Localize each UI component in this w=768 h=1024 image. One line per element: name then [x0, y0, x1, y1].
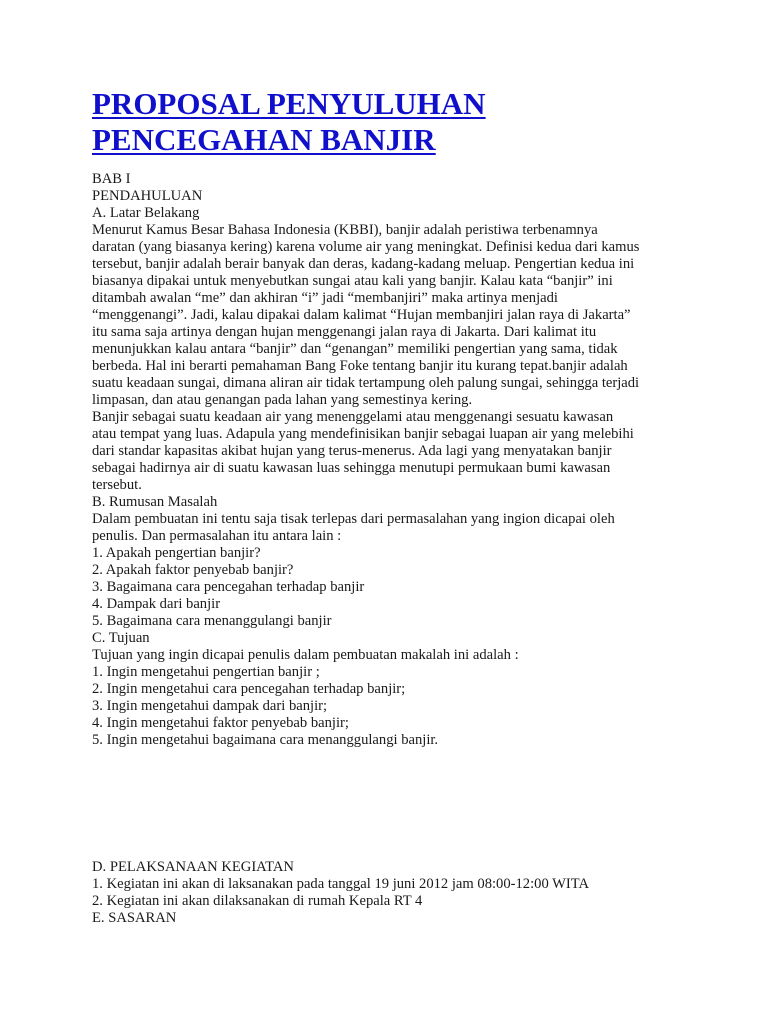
- text-line: biasanya dipakai untuk menyebutkan sungai atau kali yang banjir. Kalau kata “banjir” ini: [92, 273, 613, 289]
- document-body: [92, 171, 692, 927]
- text-line: sebagai hadirnya air di suatu kawasan luas sehingga menutupi permukaan bumi kawasan: [92, 460, 611, 476]
- text-line: daratan (yang biasanya kering) karena volume air yang meningkat. Definisi kedua dari kamus: [92, 239, 640, 255]
- text-line: tersebut.: [92, 477, 142, 493]
- text-line: 2. Apakah faktor penyebab banjir?: [92, 562, 294, 578]
- text-line: Menurut Kamus Besar Bahasa Indonesia (KBBI), banjir adalah peristiwa terbenamnya: [92, 222, 598, 238]
- text-line: 1. Apakah pengertian banjir?: [92, 545, 261, 561]
- text-line: A. Latar Belakang: [92, 205, 200, 221]
- text-line: dari standar kapasitas akibat hujan yang terus-menerus. Ada lagi yang menyatakan banjir: [92, 443, 612, 459]
- text-line: 3. Bagaimana cara pencegahan terhadap banjir: [92, 579, 365, 595]
- text-line: suatu keadaan sungai, dimana aliran air tidak tertampung oleh palung sungai, sehingga terjadi: [92, 375, 640, 391]
- text-line: C. Tujuan: [92, 630, 150, 646]
- text-line: limpasan, dan atau genangan pada lahan yang semestinya kering.: [92, 392, 473, 408]
- text-line: B. Rumusan Masalah: [92, 494, 218, 510]
- text-line: 4. Ingin mengetahui faktor penyebab banjir;: [92, 715, 349, 731]
- text-line: 1. Kegiatan ini akan di laksanakan pada tanggal 19 juni 2012 jam 08:00-12:00 WITA: [92, 876, 590, 892]
- text-line: menunjukkan kalau antara “banjir” dan “genangan” memiliki pengertian yang sama, tidak: [92, 341, 618, 357]
- text-line: 4. Dampak dari banjir: [92, 596, 221, 612]
- text-line: 2. Ingin mengetahui cara pencegahan terhadap banjir;: [92, 681, 406, 697]
- document-body-part-1: [92, 171, 692, 749]
- text-line: D. PELAKSANAAN KEGIATAN: [92, 859, 294, 875]
- document-title-link[interactable]: [92, 86, 692, 158]
- text-line: 5. Ingin mengetahui bagaimana cara menanggulangi banjir.: [92, 732, 439, 748]
- text-line: ditambah awalan “me” dan akhiran “i” jadi “membanjiri” maka artinya menjadi: [92, 290, 558, 306]
- text-line: “menggenangi”. Jadi, kalau dipakai dalam kalimat “Hujan membanjiri jalan raya di Jakarta”: [92, 307, 631, 323]
- blank-space: [92, 749, 692, 859]
- text-line: 1. Ingin mengetahui pengertian banjir ;: [92, 664, 320, 680]
- text-line: itu sama saja artinya dengan hujan menggenangi jalan raya di Jakarta. Dari kalimat itu: [92, 324, 597, 340]
- text-line: Tujuan yang ingin dicapai penulis dalam pembuatan makalah ini adalah :: [92, 647, 519, 663]
- title-line-1[interactable]: PROPOSAL PENYULUHAN: [92, 86, 486, 121]
- text-line: tersebut, banjir adalah berair banyak dan deras, kadang-kadang meluap. Pengertian kedua ini: [92, 256, 635, 272]
- text-line: BAB I: [92, 171, 131, 187]
- text-line: PENDAHULUAN: [92, 188, 203, 204]
- text-line: Banjir sebagai suatu keadaan air yang menenggelami atau menggenangi sesuatu kawasan: [92, 409, 614, 425]
- text-line: Dalam pembuatan ini tentu saja tisak terlepas dari permasalahan yang ingion dicapai oleh: [92, 511, 615, 527]
- title-line-2[interactable]: PENCEGAHAN BANJIR: [92, 122, 436, 157]
- text-line: penulis. Dan permasalahan itu antara lain :: [92, 528, 342, 544]
- text-line: atau tempat yang luas. Adapula yang mendefinisikan banjir sebagai luapan air yang melebihi: [92, 426, 634, 442]
- text-line: berbeda. Hal ini berarti pemahaman Bang Foke tentang banjir itu kurang tepat.banjir adalah: [92, 358, 628, 374]
- document-page: [92, 86, 692, 927]
- document-body-part-2: [92, 859, 692, 927]
- text-line: 3. Ingin mengetahui dampak dari banjir;: [92, 698, 328, 714]
- text-line: 2. Kegiatan ini akan dilaksanakan di rumah Kepala RT 4: [92, 893, 423, 909]
- text-line: 5. Bagaimana cara menanggulangi banjir: [92, 613, 332, 629]
- text-line: E. SASARAN: [92, 910, 177, 926]
